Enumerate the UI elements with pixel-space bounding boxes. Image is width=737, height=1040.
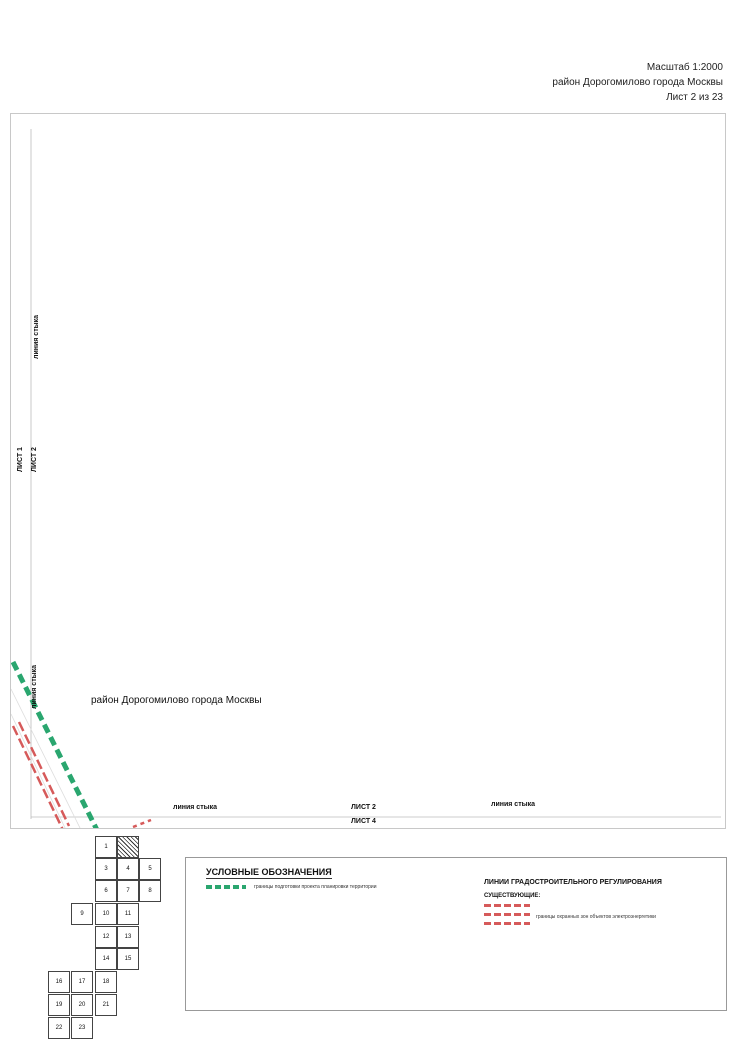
index-cell[interactable]: 23	[71, 1017, 93, 1039]
road-line	[11, 714, 66, 829]
index-cell-current[interactable]	[117, 836, 139, 858]
scale-label: Масштаб 1:2000	[646, 62, 723, 73]
protection-zone-label: границы охранных зон объектов электроэнергетики	[536, 914, 656, 920]
index-cell[interactable]: 12	[95, 926, 117, 948]
index-cell[interactable]: 9	[71, 903, 93, 925]
index-cell[interactable]: 20	[71, 994, 93, 1016]
protection-zone-fragment	[133, 820, 151, 827]
sheet-header	[552, 60, 723, 105]
index-cell[interactable]: 10	[95, 903, 117, 925]
index-cell[interactable]: 21	[95, 994, 117, 1016]
legend-title: УСЛОВНЫЕ ОБОЗНАЧЕНИЯ	[206, 867, 332, 877]
district-map-label: район Дорогомилово города Москвы	[91, 695, 262, 706]
index-cell[interactable]: 17	[71, 971, 93, 993]
index-cell[interactable]: 3	[95, 858, 117, 880]
sheet-2-label-vertical: ЛИСТ 2	[31, 447, 38, 472]
sheet-4-label: ЛИСТ 4	[351, 818, 376, 825]
protection-zone-line	[19, 722, 69, 826]
join-line-label-lower: линия стыка	[31, 664, 38, 709]
map-frame	[10, 113, 726, 829]
join-line-label-bottom-right: линия стыка	[491, 801, 536, 808]
index-cell[interactable]: 14	[95, 948, 117, 970]
index-cell[interactable]: 7	[117, 880, 139, 902]
district-title: район Дорогомилово города Москвы	[552, 77, 723, 88]
index-cell[interactable]: 6	[95, 880, 117, 902]
index-cell[interactable]: 16	[48, 971, 70, 993]
sheet-1-label: ЛИСТ 1	[17, 447, 24, 472]
index-cell[interactable]: 4	[117, 858, 139, 880]
index-cell[interactable]: 19	[48, 994, 70, 1016]
road-line	[11, 689, 81, 829]
planning-boundary-label: границы подготовки проекта планировки территории	[254, 884, 377, 890]
sheet-number: Лист 2 из 23	[666, 92, 723, 103]
index-cell[interactable]: 8	[139, 880, 161, 902]
index-cell[interactable]: 22	[48, 1017, 70, 1039]
index-cell[interactable]: 15	[117, 948, 139, 970]
index-cell[interactable]: 5	[139, 858, 161, 880]
regulation-heading: ЛИНИИ ГРАДОСТРОИТЕЛЬНОГО РЕГУЛИРОВАНИЯ	[484, 879, 662, 886]
index-cell[interactable]: 13	[117, 926, 139, 948]
sheet-2-label-horizontal: ЛИСТ 2	[351, 804, 376, 811]
planning-boundary-swatch	[206, 885, 246, 889]
existing-heading: СУЩЕСТВУЮЩИЕ:	[484, 893, 541, 899]
index-cell[interactable]: 11	[117, 903, 139, 925]
protection-zone-swatch	[484, 904, 530, 932]
index-cell[interactable]: 18	[95, 971, 117, 993]
join-line-label-upper: линия стыка	[33, 314, 40, 359]
legend-box	[185, 857, 727, 1011]
join-line-label-bottom-left: линия стыка	[173, 804, 218, 811]
index-cell[interactable]: 1	[95, 836, 117, 858]
map-canvas	[11, 114, 726, 829]
